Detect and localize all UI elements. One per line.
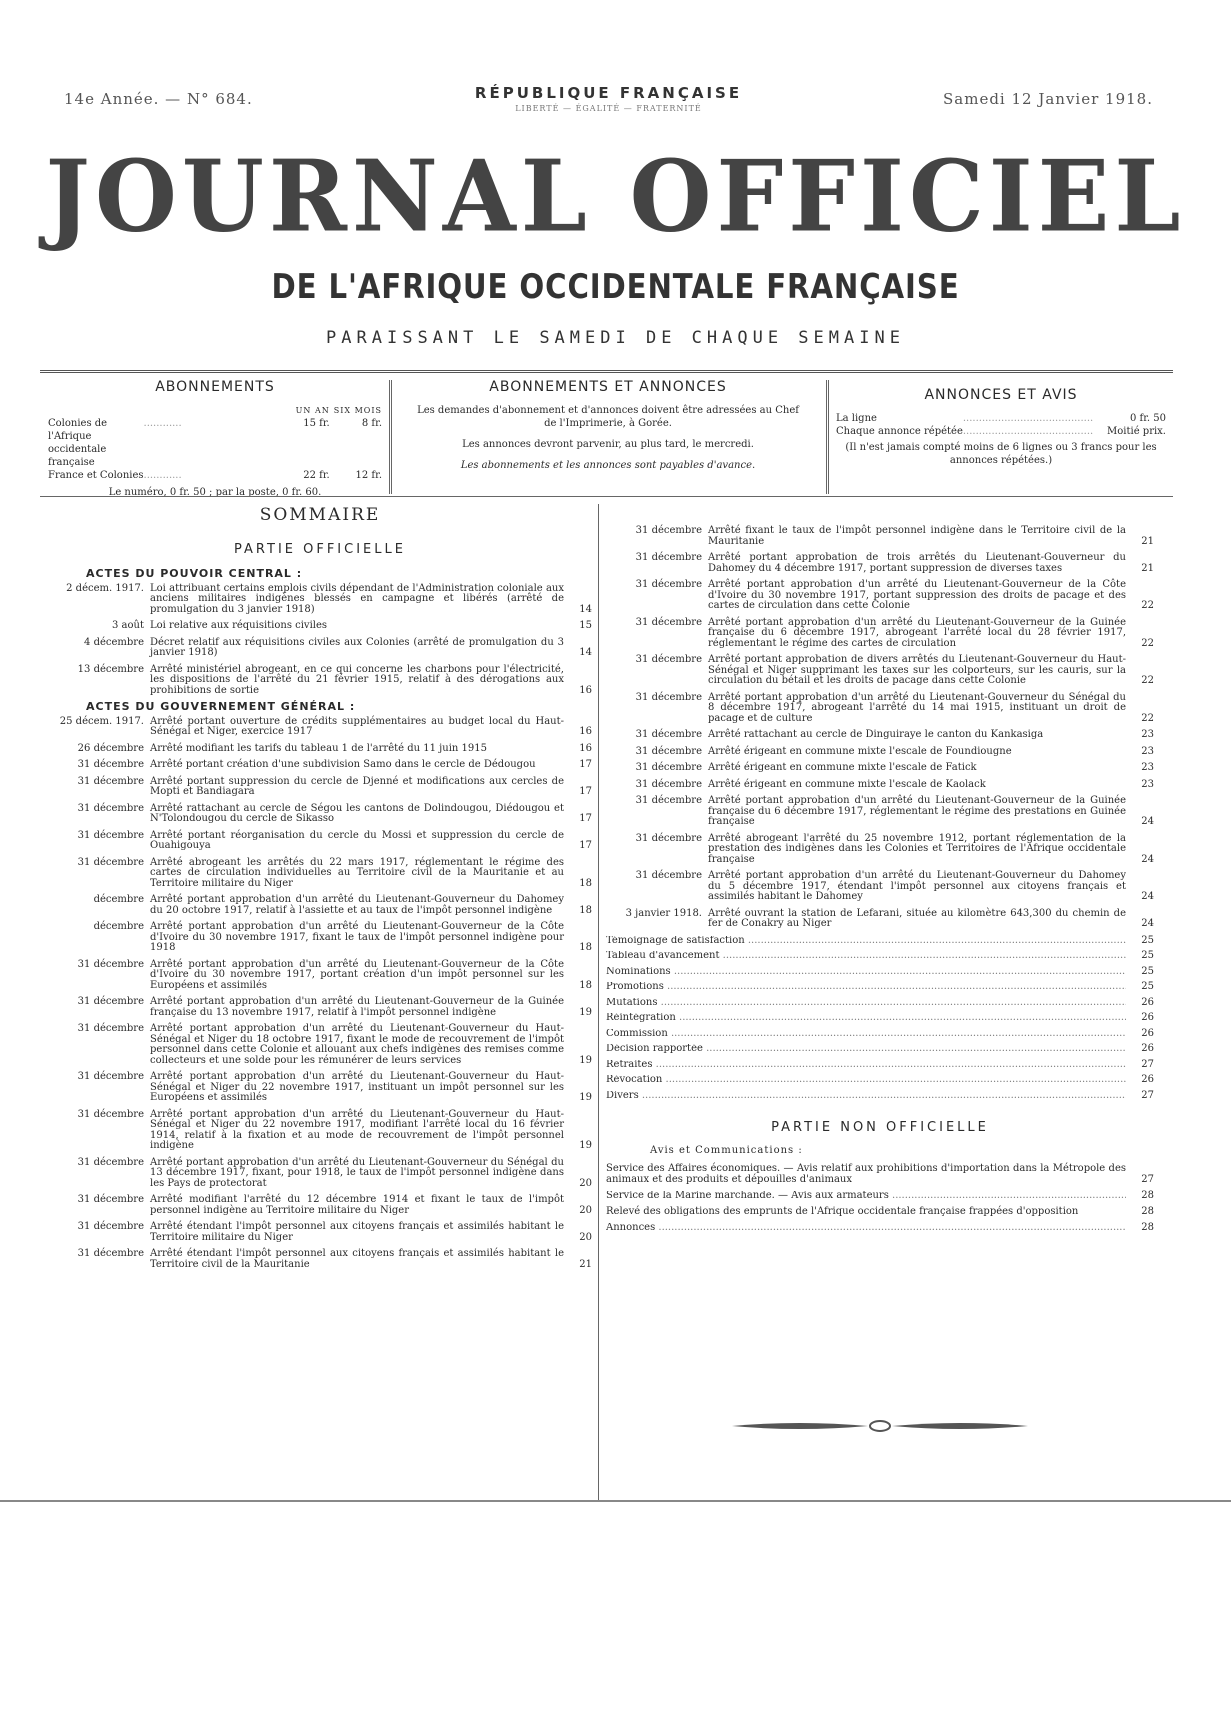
entry-date: 31 décembre xyxy=(635,762,702,773)
entry-text: Arrêté étendant l'impôt personnel aux citoyens français et assimilés habitant le Territoire militaire du Niger xyxy=(150,1221,564,1243)
entry-text: Arrêté étendant l'impôt personnel aux citoyens français et assimilés habitant le Territoire civil de la Mauritanie xyxy=(150,1248,564,1270)
entry-text: Arrêté portant approbation d'un arrêté du Lieutenant-Gouverneur de la Guinée française du 13 novembre 1917, relatif à l'impôt personnel indigène xyxy=(150,996,564,1018)
leader-dots: ......................................... xyxy=(962,413,1094,424)
sommaire-entry xyxy=(48,665,592,697)
abonnement-price: 22 fr. xyxy=(303,470,330,481)
sommaire-entry xyxy=(48,858,592,890)
entry-text: Décret relatif aux réquisitions civiles aux Colonies (arrêté de promulgation du 3 janvier 1918) xyxy=(150,636,564,658)
avis-entry xyxy=(606,1164,1154,1185)
address-note: Les demandes d'abonnement et d'annonces doivent être adressées au Chef de l'Imprimerie, à Gorée. xyxy=(417,405,799,429)
entry-page: 28 xyxy=(1141,1222,1154,1233)
leader-dots: ............ xyxy=(143,470,182,481)
entry-text: Relevé des obligations des emprunts de l'Afrique occidentale française frappées d'opposition xyxy=(606,1205,1079,1217)
sommaire-entry xyxy=(606,747,1154,758)
entry-date: 31 décembre xyxy=(77,829,144,841)
annonces-avis-box xyxy=(836,381,1166,493)
sommaire-entry xyxy=(48,1195,592,1216)
sommaire-entry xyxy=(606,618,1154,650)
sommaire-entry xyxy=(48,638,592,659)
sommaire-entry xyxy=(48,1249,592,1270)
entry-text: Arrêté portant approbation d'un arrêté du Lieutenant-Gouverneur du Dahomey du 5 décembre 1917, étendant l'impôt personnel aux citoyens français et assimilés habitant le Dahomey xyxy=(708,870,1126,902)
boxes-bottom-rule xyxy=(40,496,1173,497)
periodicity: PARAISSANT LE SAMEDI DE CHAQUE SEMAINE xyxy=(326,328,905,348)
abonnements-annonces-heading: ABONNEMENTS ET ANNONCES xyxy=(489,379,727,395)
sommaire-title: SOMMAIRE xyxy=(259,505,381,525)
annonce-price: 0 fr. 50 xyxy=(1129,413,1166,424)
entry-page: 27 xyxy=(1141,1173,1154,1185)
entry-date: 31 décembre xyxy=(635,870,702,881)
entry-page: 22 xyxy=(1141,675,1154,686)
entry-text: Réintégration ..... xyxy=(606,1013,1126,1024)
entry-page: 27 xyxy=(1141,1089,1154,1101)
entry-text: Arrêté portant approbation d'un arrêté du Lieutenant-Gouverneur du Sénégal du 13 décembre 1917, fixant, pour 1918, le taux de l'impôt personnel indigène dans les Pays de protectorat xyxy=(150,1156,564,1189)
sommaire-entry xyxy=(48,997,592,1018)
entry-date: 4 décembre xyxy=(84,636,144,648)
entry-text: Arrêté portant ouverture de crédits supplémentaires au budget local du Haut-Sénégal et Niger, exercice 1917 xyxy=(150,715,564,737)
section-gouvernement-general: ACTES DU GOUVERNEMENT GÉNÉRAL : xyxy=(86,700,356,713)
personnel-entry xyxy=(606,1029,1154,1040)
entry-text: Divers ..... xyxy=(606,1091,1126,1102)
entry-page: 21 xyxy=(579,1258,592,1270)
numero-price: Le numéro, 0 fr. 50 ; par la poste, 0 fr. 60. xyxy=(108,487,322,498)
entry-text: Arrêté rattachant au cercle de Dinguiraye le canton du Kankasiga xyxy=(708,729,1044,740)
sommaire-entry xyxy=(48,1158,592,1190)
sommaire-entry xyxy=(606,763,1154,774)
entry-text: Arrêté érigeant en commune mixte l'escale de Fatick xyxy=(708,762,977,773)
abonnements-box xyxy=(48,379,382,498)
entry-text: Arrêté portant approbation d'un arrêté du Lieutenant-Gouverneur de la Côte d'Ivoire du 30 novembre 1917, fixant le taux de l'impôt personnel indigène pour 1918 xyxy=(150,921,564,953)
abonnements-annonces-box xyxy=(398,381,818,493)
pouvoir-central-list xyxy=(48,584,592,697)
entry-page: 17 xyxy=(579,759,592,770)
sommaire-entry xyxy=(48,621,592,632)
sommaire-entry xyxy=(48,744,592,755)
entry-text: Arrêté portant approbation d'un arrêté du Lieutenant-Gouverneur du Haut-Sénégal et Niger du 22 novembre 1917, modifiant l'arrêté local du 16 février 1914, relatif à la fixation et au mode de recouvrement de l'impôt personnel indigène xyxy=(150,1108,564,1151)
entry-page: 16 xyxy=(579,726,592,737)
sommaire-entry xyxy=(606,780,1154,791)
entry-date: 31 décembre xyxy=(77,802,144,814)
entry-page: 25 xyxy=(1141,950,1154,961)
entry-text: Arrêté portant approbation d'un arrêté du Lieutenant-Gouverneur de la Côte d'Ivoire du 30 novembre 1917, portant suppression des droits de pacage et des cartes de circulation dans cette Colonie xyxy=(708,579,1126,611)
sommaire-entry xyxy=(606,553,1154,574)
personnel-entry xyxy=(606,967,1154,978)
entry-page: 25 xyxy=(1141,934,1154,946)
abonnements-heading: ABONNEMENTS xyxy=(155,379,275,395)
avis-entry xyxy=(606,1207,1154,1218)
payment-note: Les abonnements et les annonces sont payables d'avance. xyxy=(460,460,756,471)
entry-page: 26 xyxy=(1141,1074,1154,1085)
abonnement-price: 12 fr. xyxy=(355,470,382,481)
sommaire-entry xyxy=(606,526,1154,547)
personnel-entry xyxy=(606,998,1154,1009)
entry-date: 31 décembre xyxy=(635,552,702,563)
leader-dots: ............ xyxy=(143,418,182,429)
entry-date: 26 décembre xyxy=(77,742,144,754)
entry-text: Service de la Marine marchande. — Avis aux armateurs ..... xyxy=(606,1191,1126,1202)
header-rule xyxy=(40,370,1173,373)
entry-date: 3 août xyxy=(112,620,144,631)
entry-date: 31 décembre xyxy=(635,654,702,665)
sommaire-left-column xyxy=(48,505,592,1276)
annonce-label: La ligne xyxy=(836,413,877,424)
entry-text: Arrêté modifiant l'arrêté du 12 décembre 1914 et fixant le taux de l'impôt personnel indigène au Territoire militaire du Niger xyxy=(150,1194,564,1216)
col-six-mois: SIX MOIS xyxy=(333,406,382,415)
gouvernement-general-list-continued xyxy=(606,526,1154,930)
entry-date: 31 décembre xyxy=(77,958,144,970)
entry-page: 21 xyxy=(1141,562,1154,574)
entry-date: 31 décembre xyxy=(77,1071,144,1082)
sommaire-entry xyxy=(606,871,1154,903)
sommaire-entry xyxy=(48,895,592,916)
box-divider xyxy=(826,380,829,494)
entry-page: 23 xyxy=(1141,745,1154,757)
entry-text: Arrêté portant approbation d'un arrêté du Lieutenant-Gouverneur du Haut-Sénégal et Niger du 22 novembre 1917, instituant un impôt personnel sur les Européens et assimilés xyxy=(150,1071,564,1103)
entry-text: Arrêté portant approbation d'un arrêté du Lieutenant-Gouverneur de la Guinée française du 6 décembre 1917, réglementant le régime des prestations en Guinée française xyxy=(708,795,1126,827)
abonnement-price: 15 fr. xyxy=(303,418,330,429)
personnel-entry xyxy=(606,951,1154,962)
entry-date: 31 décembre xyxy=(77,1194,144,1205)
sommaire-entry xyxy=(48,760,592,771)
entry-date: 31 décembre xyxy=(77,759,144,770)
box-divider xyxy=(389,380,392,494)
entry-page: 18 xyxy=(579,904,592,916)
entry-date: 13 décembre xyxy=(77,663,144,675)
entry-page: 24 xyxy=(1141,816,1154,827)
entry-page: 24 xyxy=(1141,918,1154,929)
entry-date: 31 décembre xyxy=(77,856,144,868)
abonnement-label: Colonies de l'Afrique occidentale française xyxy=(48,418,108,468)
sommaire-entry xyxy=(606,834,1154,866)
sommaire-entry xyxy=(48,1024,592,1066)
masthead-topline xyxy=(64,84,1153,114)
journal-subtitle: DE L'AFRIQUE OCCIDENTALE FRANÇAISE xyxy=(271,267,960,307)
journal-title: JOURNAL OFFICIEL xyxy=(45,139,1186,255)
entry-date: 31 décembre xyxy=(635,745,702,757)
sommaire-entry xyxy=(48,831,592,852)
entry-page: 18 xyxy=(579,979,592,991)
partie-non-officielle-heading: PARTIE NON OFFICIELLE xyxy=(771,1120,989,1135)
personnel-entry xyxy=(606,1075,1154,1086)
entry-text: Arrêté portant approbation d'un arrêté du Lieutenant-Gouverneur du Haut-Sénégal et Niger du 18 octobre 1917, fixant le mode de recouvrement de l'impôt personnel dans cette Colonie et allouant aux chefs indigènes des remises comme collecteurs et une solde pour les rémunérer de leurs services xyxy=(150,1023,564,1066)
entry-page: 26 xyxy=(1141,1043,1154,1054)
entry-date: 31 décembre xyxy=(635,832,702,844)
sommaire-entry xyxy=(606,909,1154,930)
entry-page: 15 xyxy=(579,620,592,631)
sommaire-entry xyxy=(48,717,592,738)
entry-date: 31 décembre xyxy=(635,778,702,790)
entry-date: décembre xyxy=(93,894,144,905)
entry-date: 31 décembre xyxy=(77,1221,144,1232)
entry-date: 2 décem. 1917. xyxy=(66,582,144,594)
avis-entry xyxy=(606,1191,1154,1202)
col-un-an: UN AN xyxy=(295,406,330,415)
sommaire-right-column xyxy=(606,526,1154,1239)
entry-text: Arrêté rattachant au cercle de Ségou les cantons de Dolindougou, Diédougou et N'Tolondougou du cercle de Sikasso xyxy=(150,802,564,824)
entry-date: 31 décembre xyxy=(635,795,702,806)
abonnement-price: 8 fr. xyxy=(361,418,382,429)
entry-text: Service des Affaires économiques. — Avis relatif aux prohibitions d'importation dans la Métropole des animaux et des produits et dépouilles d'animaux xyxy=(606,1163,1126,1185)
entry-text: Annonces ..... xyxy=(606,1223,1126,1234)
gouvernement-general-list xyxy=(48,717,592,1271)
entry-text: Nominations ..... xyxy=(606,967,1126,978)
entry-page: 19 xyxy=(579,1092,592,1103)
sommaire-entry xyxy=(48,960,592,992)
avis-list xyxy=(606,1164,1154,1234)
entry-text: Arrêté portant approbation de divers arrêtés du Lieutenant-Gouverneur du Haut-Sénégal et Niger supprimant les taxes sur les colporteurs, sur les cauris, sur la circulation du bétail et les droits de pacage dans cette Colonie xyxy=(708,654,1126,686)
entry-text: Décision rapportée ..... xyxy=(606,1044,1126,1055)
sommaire-entry xyxy=(48,1072,592,1104)
entry-page: 17 xyxy=(579,786,592,797)
entry-date: décembre xyxy=(93,921,144,932)
entry-text: Arrêté ministériel abrogeant, en ce qui concerne les charbons pour l'électricité, les dispositions de l'arrêté du 21 février 1915, relatif à des dérogations aux prohibitions de sortie xyxy=(150,663,564,696)
ornament-divider xyxy=(730,1419,1030,1433)
entry-text: Retraites ..... xyxy=(606,1060,1126,1071)
devise: LIBERTÉ — ÉGALITÉ — FRATERNITÉ xyxy=(515,104,702,113)
personnel-list xyxy=(606,936,1154,1102)
personnel-entry xyxy=(606,1044,1154,1055)
entry-text: Arrêté portant réorganisation du cercle du Mossi et suppression du cercle de Ouahigouya xyxy=(150,829,564,851)
entry-page: 16 xyxy=(579,742,592,754)
entry-date: 31 décembre xyxy=(77,996,144,1007)
entry-date: 31 décembre xyxy=(77,1156,144,1168)
entry-page: 26 xyxy=(1141,1027,1154,1039)
entry-date: 31 décembre xyxy=(77,1248,144,1259)
entry-page: 17 xyxy=(579,813,592,824)
entry-text: Arrêté abrogeant l'arrêté du 25 novembre 1912, portant réglementation de la prestation des indigènes dans les Colonies et Territoires de l'Afrique occidentale française xyxy=(708,832,1126,865)
entry-text: Arrêté portant approbation d'un arrêté du Lieutenant-Gouverneur de la Côte d'Ivoire du 30 novembre 1917, portant création d'un impôt personnel sur les Européens et assimilés xyxy=(150,958,564,991)
entry-page: 14 xyxy=(579,603,592,615)
sommaire-entry xyxy=(606,730,1154,741)
section-pouvoir-central: ACTES DU POUVOIR CENTRAL : xyxy=(86,567,303,580)
entry-page: 25 xyxy=(1141,965,1154,977)
entry-page: 28 xyxy=(1141,1205,1154,1217)
entry-text: Arrêté portant approbation d'un arrêté du Lieutenant-Gouverneur du Sénégal du 8 décembre 1917, abrogeant l'arrêté du 14 mai 1915, instituant un droit de pacage et de culture xyxy=(708,691,1126,724)
sommaire-entry xyxy=(48,1222,592,1243)
entry-page: 19 xyxy=(579,1140,592,1151)
entry-page: 16 xyxy=(579,684,592,696)
entry-page: 14 xyxy=(579,647,592,658)
entry-page: 27 xyxy=(1141,1058,1154,1070)
entry-page: 23 xyxy=(1141,762,1154,773)
annonces-avis-heading: ANNONCES ET AVIS xyxy=(924,387,1078,403)
entry-text: Commission ..... xyxy=(606,1029,1126,1040)
republique-label: RÉPUBLIQUE FRANÇAISE xyxy=(474,84,743,102)
entry-date: 31 décembre xyxy=(635,691,702,703)
issue-date: Samedi 12 Janvier 1918. xyxy=(943,90,1153,108)
abonnements-table xyxy=(48,404,382,482)
entry-date: 31 décembre xyxy=(77,1023,144,1034)
entry-text: Mutations ..... xyxy=(606,998,1126,1009)
entry-date: 31 décembre xyxy=(77,1108,144,1120)
entry-text: Arrêté modifiant les tarifs du tableau 1 de l'arrêté du 11 juin 1915 xyxy=(150,742,487,754)
avis-entry xyxy=(606,1223,1154,1234)
sommaire-entry xyxy=(606,655,1154,687)
entry-text: Révocation ..... xyxy=(606,1075,1126,1086)
entry-text: Loi relative aux réquisitions civiles xyxy=(150,620,328,631)
entry-text: Arrêté portant approbation d'un arrêté du Lieutenant-Gouverneur du Dahomey du 20 octobre 1917, relatif à l'assiette et au taux de l'impôt personnel indigène xyxy=(150,894,564,916)
avis-heading: Avis et Communications : xyxy=(650,1144,803,1156)
entry-text: Arrêté portant approbation de trois arrêtés du Lieutenant-Gouverneur du Dahomey du 4 décembre 1917, portant suppression de diverses taxes xyxy=(708,552,1126,574)
entry-page: 24 xyxy=(1141,853,1154,865)
entry-page: 28 xyxy=(1141,1190,1154,1201)
entry-page: 17 xyxy=(579,840,592,851)
entry-page: 23 xyxy=(1141,729,1154,740)
entry-date: 3 janvier 1918. xyxy=(625,907,702,919)
entry-date: 31 décembre xyxy=(635,729,702,740)
entry-text: Loi attribuant certains emplois civils dépendant de l'Administration coloniale aux anciens militaires indigènes blessés en campagne et libérés (arrêté de promulgation du 3 janvier 1918) xyxy=(150,582,564,615)
entry-text: Tableau d'avancement ..... xyxy=(606,951,1126,962)
entry-text: Promotions ..... xyxy=(606,982,1126,993)
annonce-price: Moitié prix. xyxy=(1107,426,1166,437)
entry-text: Arrêté érigeant en commune mixte l'escale de Foundiougne xyxy=(708,745,1012,757)
entry-text: Arrêté érigeant en commune mixte l'escale de Kaolack xyxy=(708,778,986,790)
entry-page: 24 xyxy=(1141,891,1154,902)
entry-text: Arrêté ouvrant la station de Lefarani, située au kilomètre 643,300 du chemin de fer de Conakry au Niger xyxy=(708,907,1126,929)
entry-page: 20 xyxy=(579,1204,592,1216)
entry-text: Témoignage de satisfaction ..... xyxy=(606,936,1126,947)
sommaire-entry xyxy=(606,796,1154,828)
entry-page: 18 xyxy=(579,877,592,889)
personnel-entry xyxy=(606,1091,1154,1102)
entry-page: 19 xyxy=(579,1054,592,1066)
leader-dots: ......................................... xyxy=(962,426,1094,437)
sommaire-entry xyxy=(606,693,1154,725)
column-divider xyxy=(598,504,599,1500)
year-issue: 14e Année. — N° 684. xyxy=(64,90,253,108)
sommaire-entry xyxy=(48,804,592,825)
entry-date: 31 décembre xyxy=(77,775,144,787)
entry-date: 31 décembre xyxy=(635,525,702,536)
personnel-entry xyxy=(606,982,1154,993)
entry-text: Arrêté abrogeant les arrêtés du 22 mars 1917, réglementant le régime des cartes de circulation individuelles au Territoire civil de la Mauritanie et au Territoire militaire du Niger xyxy=(150,856,564,889)
annonce-label: Chaque annonce répétée xyxy=(836,426,963,437)
annonces-table xyxy=(836,412,1166,438)
sommaire-entry xyxy=(48,777,592,798)
entry-date: 31 décembre xyxy=(635,579,702,590)
page-bottom-rule xyxy=(0,1500,1231,1502)
sommaire-entry xyxy=(48,1110,592,1152)
entry-page: 19 xyxy=(579,1006,592,1018)
entry-page: 26 xyxy=(1141,1012,1154,1023)
sommaire-entry xyxy=(606,580,1154,612)
annonce-note: (Il n'est jamais compté moins de 6 lignes ou 3 francs pour les annonces répétées.) xyxy=(845,442,1157,466)
personnel-entry xyxy=(606,1013,1154,1024)
entry-page: 21 xyxy=(1141,535,1154,547)
entry-text: Arrêté fixant le taux de l'impôt personnel indigène dans le Territoire civil de la Mauritanie xyxy=(708,525,1126,547)
deadline-note: Les annonces devront parvenir, au plus tard, le mercredi. xyxy=(462,439,754,450)
partie-officielle-heading: PARTIE OFFICIELLE xyxy=(234,541,406,557)
entry-text: Arrêté portant approbation d'un arrêté du Lieutenant-Gouverneur de la Guinée française du 6 décembre 1917, abrogeant l'arrêté local du 28 février 1917, réglementant le régime des cartes de circulation xyxy=(708,616,1126,649)
entry-page: 20 xyxy=(579,1231,592,1243)
entry-text: Arrêté portant suppression du cercle de Djenné et modifications aux cercles de Mopti et Bandiagara xyxy=(150,775,564,797)
personnel-entry xyxy=(606,936,1154,947)
entry-page: 20 xyxy=(579,1177,592,1189)
entry-page: 26 xyxy=(1141,996,1154,1008)
entry-page: 25 xyxy=(1141,981,1154,992)
entry-page: 22 xyxy=(1141,637,1154,649)
abonnement-label: France et Colonies xyxy=(48,470,144,481)
sommaire-entry xyxy=(48,922,592,954)
entry-date: 25 décem. 1917. xyxy=(59,715,144,727)
sommaire-entry xyxy=(48,584,592,616)
entry-page: 18 xyxy=(579,942,592,953)
entry-page: 22 xyxy=(1141,712,1154,724)
entry-page: 23 xyxy=(1141,778,1154,790)
entry-date: 31 décembre xyxy=(635,616,702,628)
personnel-entry xyxy=(606,1060,1154,1071)
entry-text: Arrêté portant création d'une subdivision Samo dans le cercle de Dédougou xyxy=(150,759,536,770)
entry-page: 22 xyxy=(1141,600,1154,611)
